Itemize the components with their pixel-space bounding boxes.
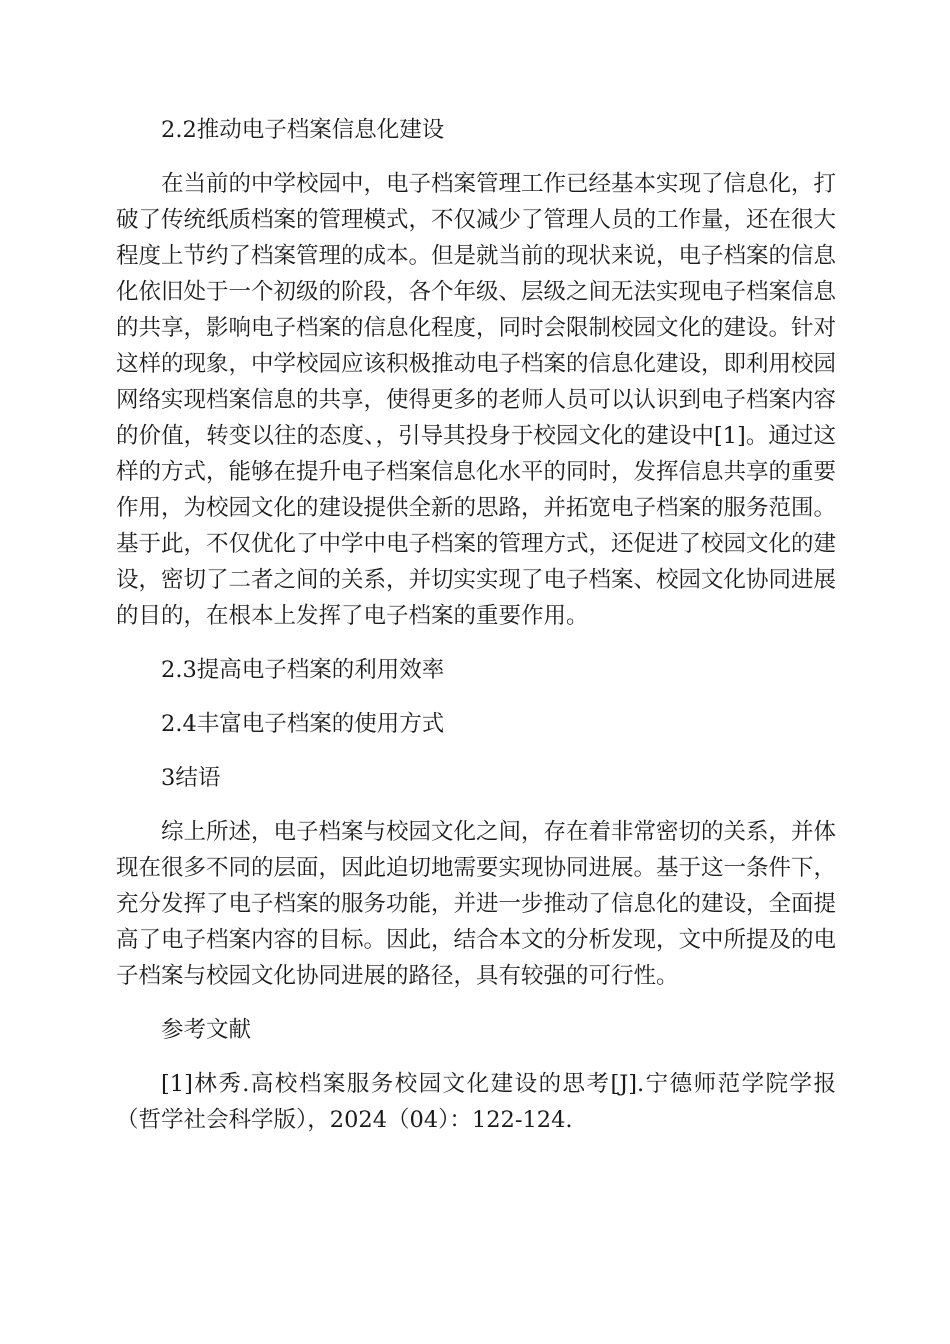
document-body	[116, 112, 836, 1138]
conclusion-paragraph: 综上所述，电子档案与校园文化之间，存在着非常密切的关系，并体现在很多不同的层面，因此迫切地需要实现协同进展。基于这一条件下，充分发挥了电子档案的服务功能，并进一步推动了信息化的建设，全面提高了电子档案内容的目标。因此，结合本文的分析发现，文中所提及的电子档案与校园文化协同进展的路径，具有较强的可行性。	[116, 819, 837, 989]
section-2-3-heading: 2.3提高电子档案的利用效率	[161, 657, 445, 683]
references-heading: 参考文献	[161, 1017, 252, 1043]
section-2-4-heading: 2.4丰富电子档案的使用方式	[161, 711, 445, 737]
reference-item: [1]林秀.高校档案服务校园文化建设的思考[J].宁德师范学院学报（哲学社会科学版），2024（04）：122-124.	[116, 1071, 836, 1133]
section-2-2-heading: 2.2推动电子档案信息化建设	[161, 117, 445, 143]
section-2-2-paragraph: 在当前的中学校园中，电子档案管理工作已经基本实现了信息化，打破了传统纸质档案的管理模式，不仅减少了管理人员的工作量，还在很大程度上节约了档案管理的成本。但是就当前的现状来说，电子档案的信息化依旧处于一个初级的阶段，各个年级、层级之间无法实现电子档案信息的共享，影响电子档案的信息化程度，同时会限制校园文化的建设。针对这样的现象，中学校园应该积极推动电子档案的信息化建设，即利用校园网络实现档案信息的共享，使得更多的老师人员可以认识到电子档案内容的价值，转变以往的态度、，引导其投身于校园文化的建设中[1]。通过这样的方式，能够在提升电子档案信息化水平的同时，发挥信息共享的重要作用，为校园文化的建设提供全新的思路，并拓宽电子档案的服务范围。基于此，不仅优化了中学中电子档案的管理方式，还促进了校园文化的建设，密切了二者之间的关系，并切实实现了电子档案、校园文化协同进展的目的，在根本上发挥了电子档案的重要作用。	[116, 171, 837, 629]
section-3-heading: 3结语	[161, 765, 221, 791]
